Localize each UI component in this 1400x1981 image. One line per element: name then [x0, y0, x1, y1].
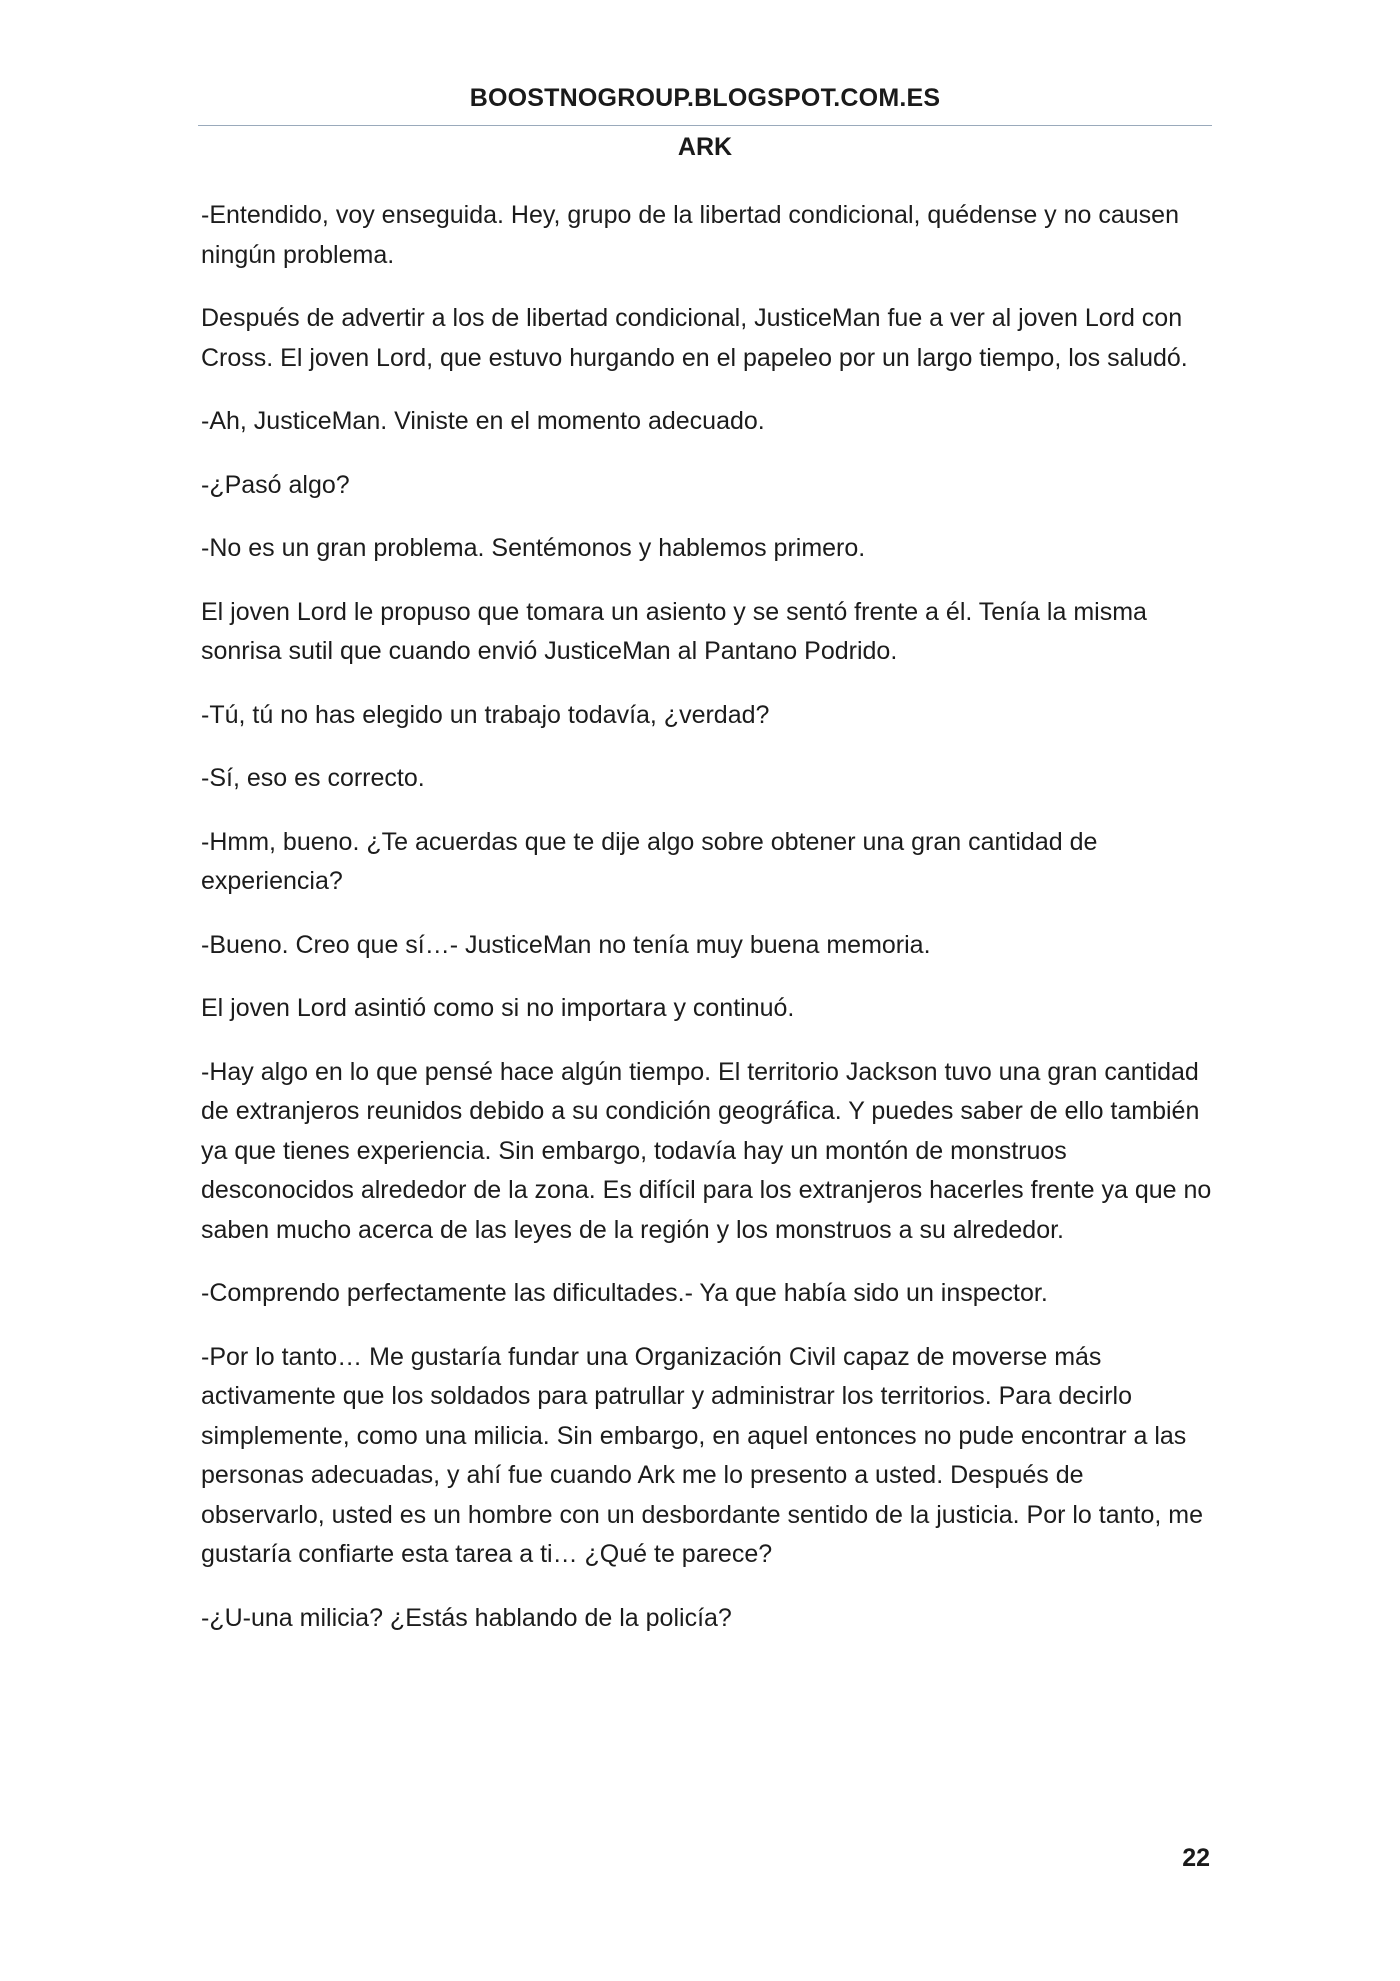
- header-book-title: ARK: [677, 133, 733, 161]
- paragraph: -No es un gran problema. Sentémonos y hablemos primero.: [201, 534, 866, 562]
- paragraph: -Bueno. Creo que sí…- JusticeMan no tenía muy buena memoria.: [201, 930, 931, 959]
- paragraph: El joven Lord asintió como si no importara y continuó.: [201, 994, 795, 1022]
- body-text: [201, 196, 1213, 1662]
- paragraph: Después de advertir a los de libertad condicional, JusticeMan fue a ver al joven Lord con Cross. El joven Lord, que estuvo hurgando en el papeleo por un largo tiempo, los saludó.: [201, 304, 1188, 372]
- paragraph: -Hay algo en lo que pensé hace algún tiempo. El territorio Jackson tuvo una gran cantidad de extranjeros reunidos debido a su condición geográfica. Y puedes saber de ello también ya que tienes experiencia. Sin embargo, todavía hay un montón de monstruos desconocidos alrededor de la zona. Es difícil para los extranjeros hacerles frente ya que no saben mucho acerca de las leyes de la región y los monstruos a su alrededor.: [201, 1057, 1212, 1244]
- paragraph: -Ah, JusticeMan. Viniste en el momento adecuado.: [201, 407, 765, 435]
- paragraph: -¿U-una milicia? ¿Estás hablando de la policía?: [201, 1603, 732, 1632]
- paragraph: -Comprendo perfectamente las dificultades.- Ya que había sido un inspector.: [201, 1279, 1048, 1307]
- paragraph: -Tú, tú no has elegido un trabajo todavía, ¿verdad?: [201, 700, 770, 729]
- paragraph: -Sí, eso es correcto.: [201, 764, 425, 792]
- paragraph: -Por lo tanto… Me gustaría fundar una Organización Civil capaz de moverse más activamente que los soldados para patrullar y administrar los territorios. Para decirlo simplemente, como una milicia. Sin embargo, en aquel entonces no pude encontrar a las personas adecuadas, y ahí fue cuando Ark me lo presento a usted. Después de observarlo, usted es un hombre con un desbordante sentido de la justicia. Por lo tanto, me gustaría confiarte esta tarea a ti… ¿Qué te parece?: [201, 1342, 1203, 1568]
- header-site-name: BOOSTNOGROUP.BLOGSPOT.COM.ES: [469, 84, 941, 112]
- page-number: 22: [1182, 1844, 1210, 1872]
- paragraph: -¿Pasó algo?: [201, 470, 350, 499]
- paragraph: El joven Lord le propuso que tomara un asiento y se sentó frente a él. Tenía la misma sonrisa sutil que cuando envió JusticeMan al Pantano Podrido.: [201, 597, 1147, 665]
- paragraph: -Hmm, bueno. ¿Te acuerdas que te dije algo sobre obtener una gran cantidad de experiencia?: [201, 827, 1098, 895]
- paragraph: -Entendido, voy enseguida. Hey, grupo de la libertad condicional, quédense y no causen ningún problema.: [201, 201, 1179, 269]
- header-divider: [198, 125, 1212, 126]
